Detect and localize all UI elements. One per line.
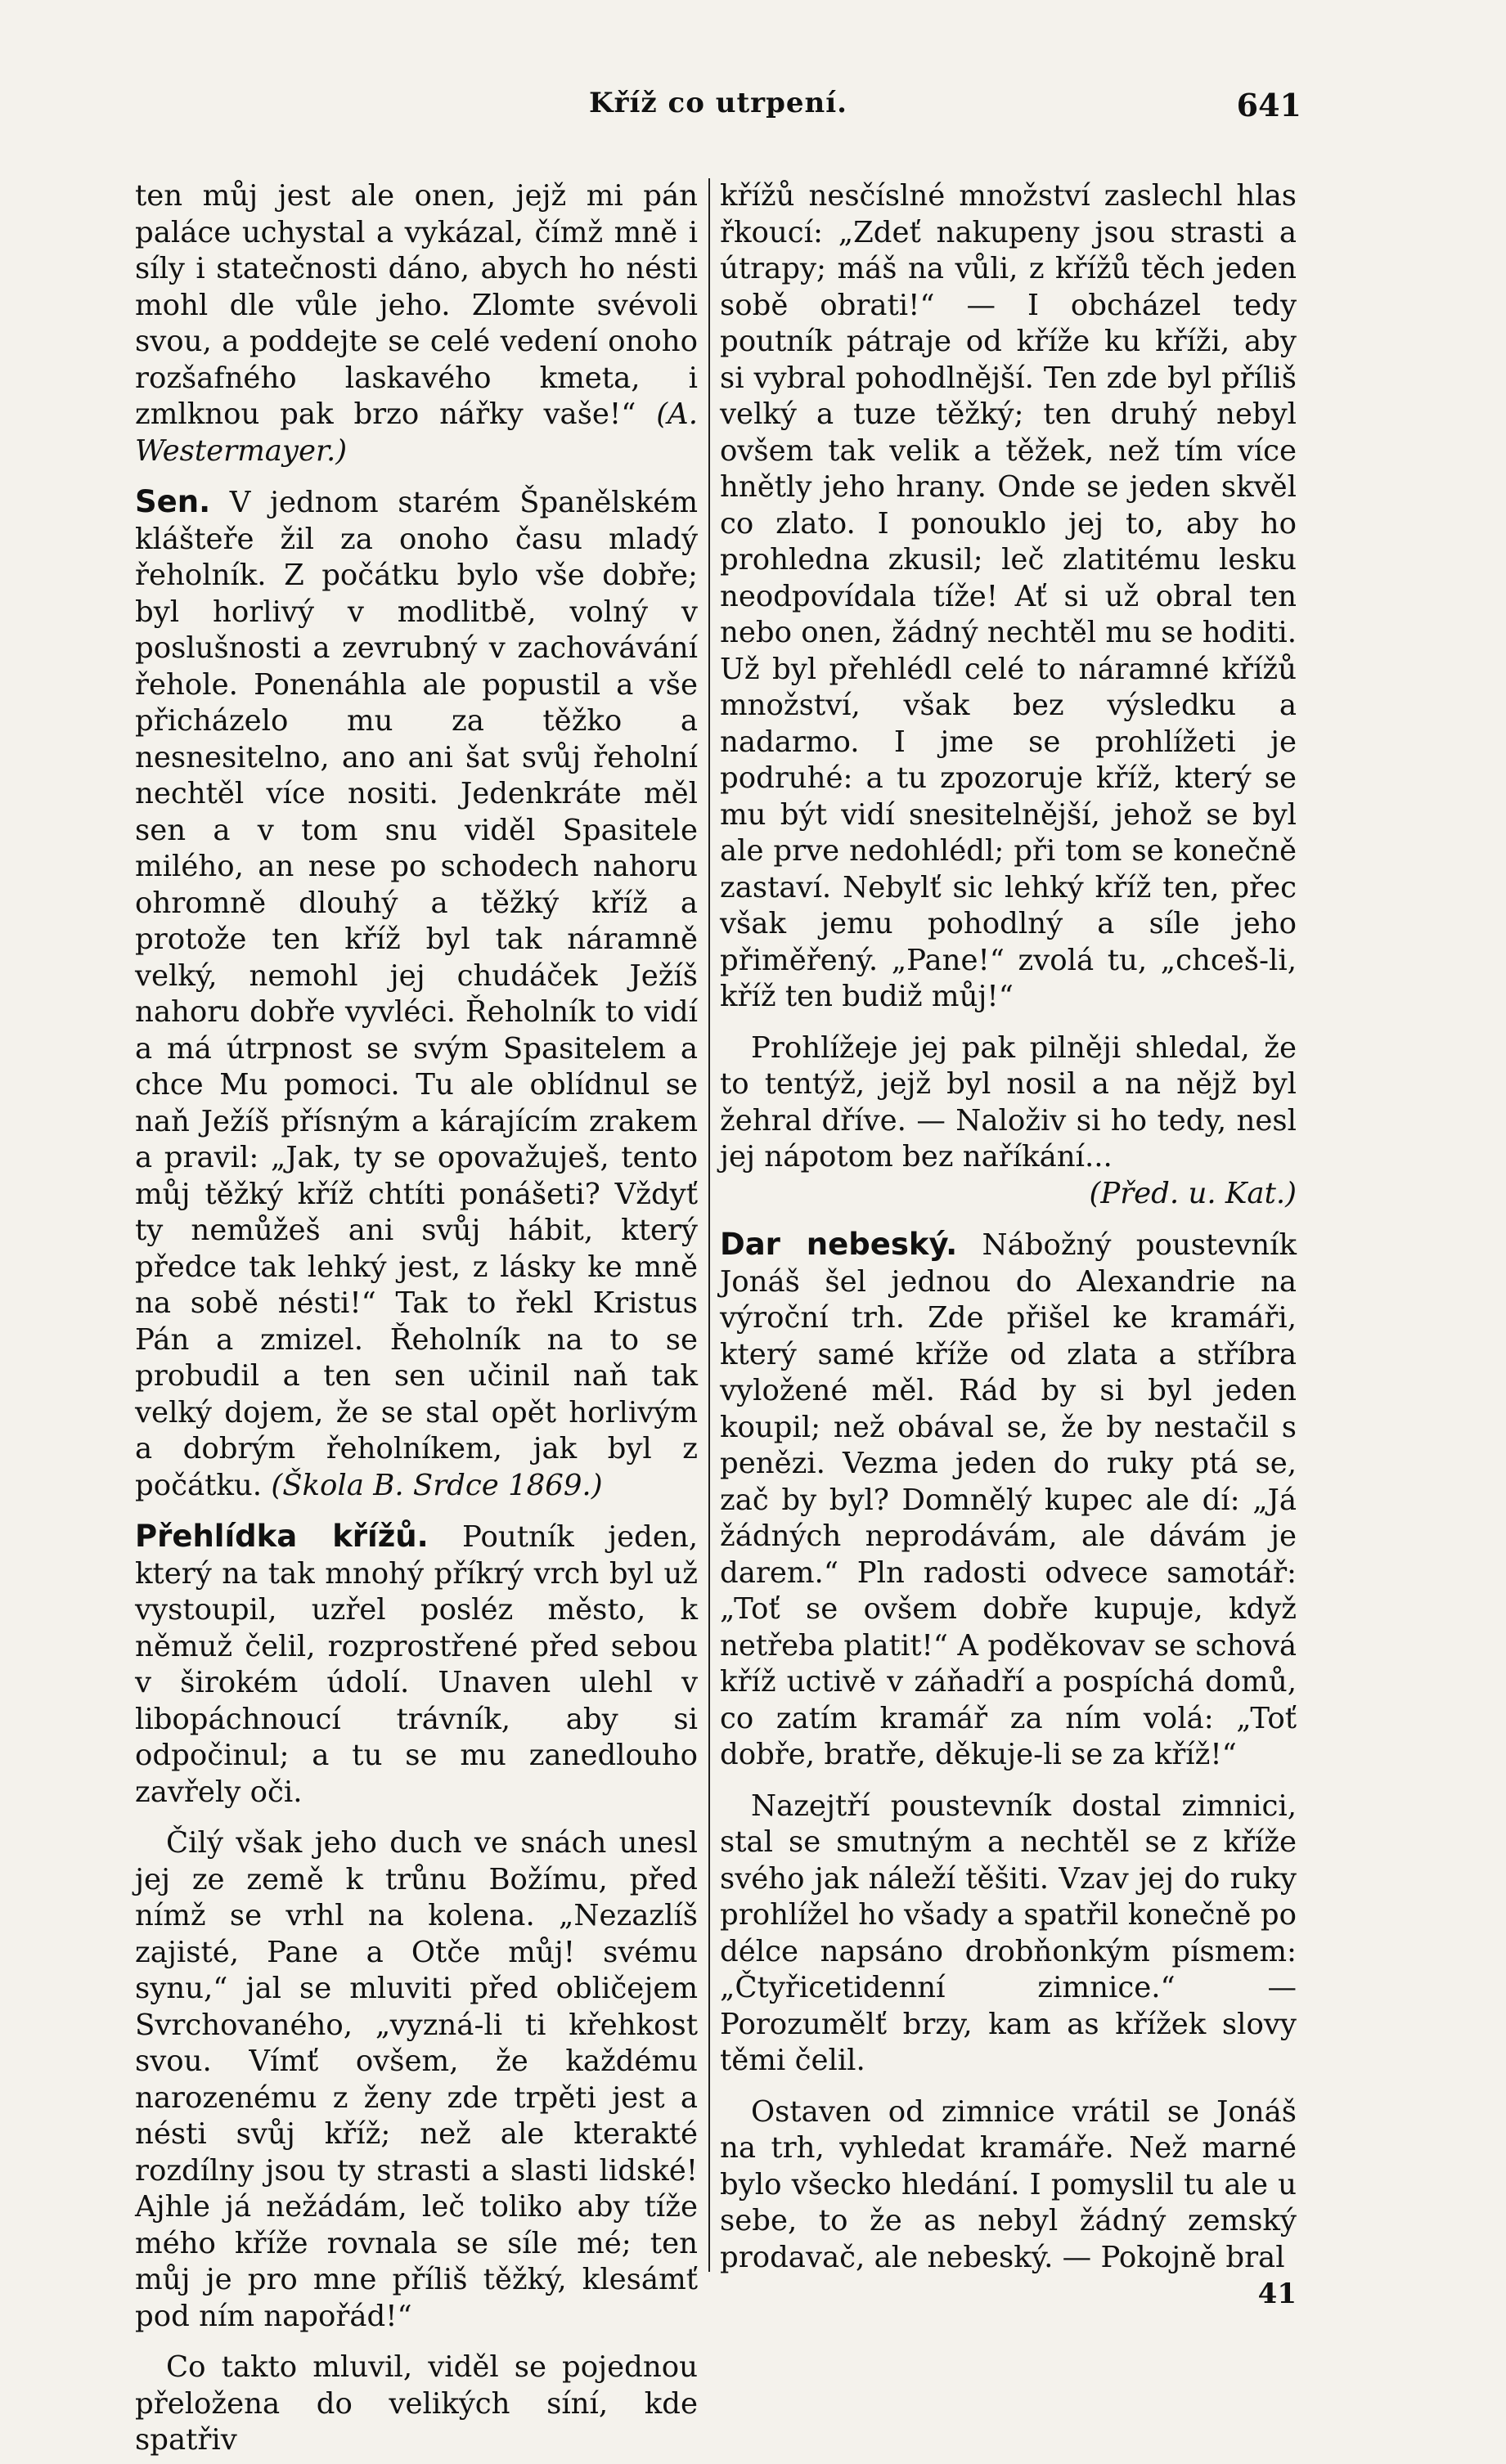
section-heading: Sen. — [135, 484, 211, 519]
column-divider — [708, 178, 710, 2272]
running-header — [135, 82, 1301, 131]
paragraph-text: ten můj jest ale onen, jejž mi pán paláce uchystal a vykázal, čímž mně i síly i statečnosti dáno, abych ho nésti mohl dle vůle jeho. Zlomte svévoli svou, a poddejte se celé vedení onoho rozšafného laskavého kmeta, i zmlknou pak brzo nářky vaše!“ — [135, 179, 698, 431]
section-heading: Přehlídka křížů. — [135, 1519, 429, 1554]
paragraph: Prohlížeje jej pak pilněji shledal, že to tentýž, jejž byl nosil a na nějž byl žehral dříve. — Naloživ si ho tedy, nesl jej nápotom bez naříkání... — [720, 1030, 1297, 1174]
page-number: 641 — [1236, 87, 1301, 123]
section-heading: Dar nebeský. — [720, 1227, 958, 1262]
paragraph: Co takto mluvil, viděl se pojednou přeložena do velikých síní, kde spatřiv — [135, 2350, 698, 2457]
paragraph — [720, 1227, 1297, 1774]
source-citation: (A. Westermayer.) — [135, 397, 698, 468]
paragraph: Čilý však jeho duch ve snách unesl jej ze země k trůnu Božímu, před nímž se vrhl na kolena. „Nezazlíš zajisté, Pane a Otče můj! svému synu,“ jal se mluviti před obličejem Svrchovaného, „vyzná-li ti křehkost svou. Vímť ovšem, že každému narozenému z ženy zde trpěti jest a nésti svůj kříž; než ale kterakté rozdílny jsou ty strasti a slasti lidské! Ajhle já nežádám, leč toliko aby tíže mého kříže rovnala se síle mé; ten můj je pro mne příliš těžký, klesámť pod ním napořád!“ — [135, 1826, 698, 2333]
paragraph: křížů nesčíslné množství zaslechl hlas řkoucí: „Zdeť nakupeny jsou strasti a útrapy; máš na vůli, z křížů těch jeden sobě obrati!“ — I obcházel tedy poutník pátraje od kříže ku kříži, aby si vybral pohodlnější. Ten zde byl příliš velký a tuze těžký; ten druhý nebyl ovšem tak velik a těžek, než tím více hnětly jeho hrany. Onde se jeden skvěl co zlato. I ponouklo jej to, aby ho prohledna zkusil; leč zlatitému lesku neodpovídala tíže! Ať si už obral ten nebo onen, žádný nechtěl mu se hoditi. Už byl přehlédl celé to náramné křížů množství, však bez výsledku a nadarmo. I jme se prohlížeti je podruhé: a tu zpozoruje kříž, který se mu být vidí snesitelnější, jehož se byl ale prve nedohlédl; při tom se konečně zastaví. Nebylť sic lehký kříž ten, přec však jemu pohodlný a síle jeho přiměřený. „Pane!“ zvolá tu, „chceš-li, kříž ten budiž můj!“ — [720, 179, 1297, 1013]
paragraph — [135, 484, 698, 1504]
paragraph-text: V jednom starém Španělském klášteře žil za onoho času mladý řeholník. Z počátku bylo vše dobře; byl horlivý v modlitbě, volný v poslušnosti a zevrubný v zachovávání řehole. Ponenáhla ale popustil a vše přicházelo mu za těžko a nesnesitelno, ano ani šat svůj řeholní nechtěl více nositi. Jedenkráte měl sen a v tom snu viděl Spasitele milého, an nese po schodech nahoru ohromně dlouhý a těžký kříž a protože ten kříž byl tak náramně velký, nemohl jej chudáček Ježíš nahoru dobře vyvléci. Řeholník to vidí a má útrpnost se svým Spasitelem a chce Mu pomoci. Tu ale oblídnul se naň Ježíš přísným a kárajícím zrakem a pravil: „Jak, ty se opovažuješ, tento můj těžký kříž chtíti ponášeti? Vždyť ty nemůžeš ani svůj hábit, který předce tak lehký jest, z lásky ke mně na sobě nésti!“ Tak to řekl Kristus Pán a zmizel. Řeholník na to se probudil a ten sen učinil naň tak velký dojem, že se stal opět horlivým a dobrým řeholníkem, jak byl z počátku. — [135, 486, 698, 1502]
paragraph: Nazejtří poustevník dostal zimnici, stal se smutným a nechtěl se z kříže svého jak náleží těšiti. Vzav jej do ruky prohlížel ho všady a spatřil konečně po délce napsáno drobňonkým písmem: „Čtyřicetidenní zimnice.“ — Porozumělť brzy, kam as křížek slovy těmi čelil. — [720, 1789, 1297, 2077]
source-citation: (Škola B. Srdce 1869.) — [271, 1468, 603, 1502]
paragraph: Ostaven od zimnice vrátil se Jonáš na trh, vyhledat kramáře. Než marné bylo všecko hledání. I pomyslil tu ale u sebe, to že as nebyl žádný zemský prodavač, ale nebeský. — Pokojně bral — [720, 2094, 1297, 2274]
paragraph-text: Nábožný poustevník Jonáš šel jednou do Alexandrie na výroční trh. Zde přišel ke kramáři, který samé kříže od zlata a stříbra vyložené měl. Rád by si byl jeden koupil; než obával se, že by nestačil s penězi. Vezma jeden do ruky ptá se, zač by byl? Domnělý kupec ale dí: „Já žádných neprodávám, ale dávám je darem.“ Pln radosti odvece samotář: „Toť se ovšem dobře kupuje, když netřeba platit!“ A poděkovav se schová kříž uctivě v záňadří a pospíchá domů, co zatím kramář za ním volá: „Toť dobře, bratře, děkuje-li se za kříž!“ — [720, 1228, 1297, 1771]
running-title: Kříž co utrpení. — [589, 87, 847, 119]
paragraph — [135, 1519, 698, 1811]
right-column — [720, 178, 1297, 2313]
paragraph — [135, 178, 698, 469]
source-citation: (Před. u. Kat.) — [1089, 1176, 1297, 1210]
paragraph-text: Poutník jeden, který na tak mnohý příkrý vrch byl už vystoupil, uzřel posléz město, k němuž čelil, rozprostřené před sebou v širokém údolí. Unaven ulehl v libopáchnoucí trávník, aby si odpočinul; a tu se mu zanedlouho zavřely oči. — [135, 1520, 698, 1809]
signature-mark: 41 — [1257, 2278, 1297, 2310]
left-column — [135, 178, 698, 2459]
